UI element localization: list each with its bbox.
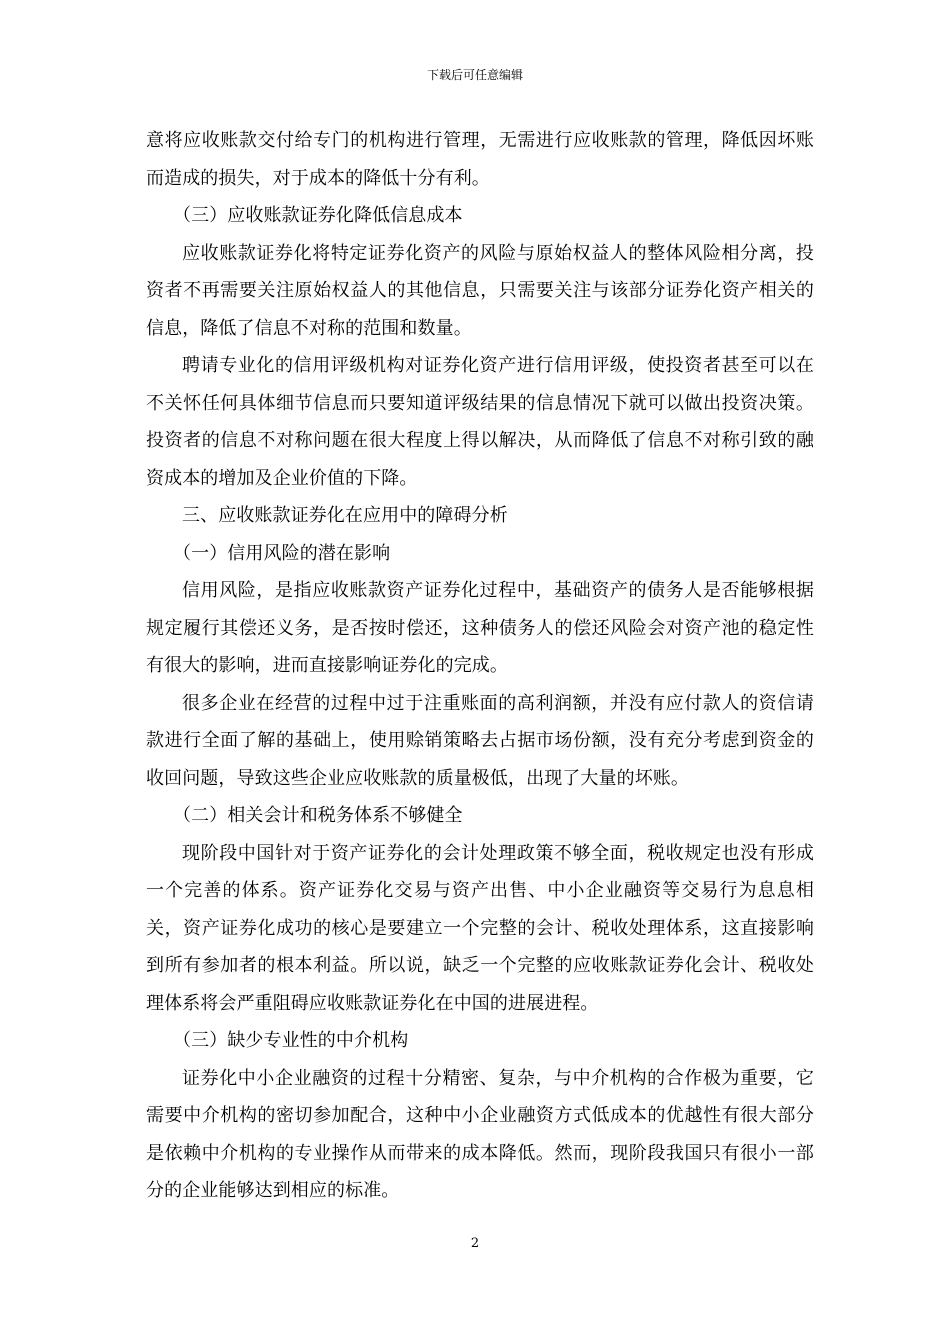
section-subheading: （一）信用风险的潜在影响 bbox=[173, 542, 391, 564]
body-paragraph: 信用风险，是指应收账款资产证券化过程中，基础资产的债务人是否能够根据规定履行其偿还义务，是否按时偿还，这种债务人的偿还风险会对资产池的稳定性有很大的影响，进而直接影响证券化的完成。 bbox=[146, 580, 814, 676]
section-heading: 三、应收账款证券化在应用中的障碍分析 bbox=[182, 505, 508, 526]
section-subheading: （三）缺少专业性的中介机构 bbox=[173, 1030, 409, 1051]
body-paragraph: 意将应收账款交付给专门的机构进行管理，无需进行应收账款的管理，降低因坏账而造成的损失，对于成本的降低十分有利。 bbox=[146, 130, 814, 189]
body-paragraph: 很多企业在经营的过程中过于注重账面的高利润额，并没有应付款人的资信请款进行全面了解的基础上，使用赊销策略去占据市场份额，没有充分考虑到资金的收回问题，导致这些企业应收账款的质量极低，出现了大量的坏账。 bbox=[146, 692, 814, 789]
body-paragraph: 证券化中小企业融资的过程十分精密、复杂，与中介机构的合作极为重要，它需要中介机构的密切参加配合，这种中小企业融资方式低成本的优越性有很大部分是依赖中介机构的专业操作从而带来的成本降低。然而，现阶段我国只有很小一部分的企业能够达到相应的标准。 bbox=[146, 1067, 814, 1201]
document-body bbox=[146, 122, 814, 1210]
body-paragraph: 聘请专业化的信用评级机构对证券化资产进行信用评级，使投资者甚至可以在不关怀任何具体细节信息而只要知道评级结果的信息情况下就可以做出投资决策。投资者的信息不对称问题在很大程度上得以解决，从而降低了信息不对称引致的融资成本的增加及企业价值的下降。 bbox=[146, 355, 814, 489]
body-paragraph: 现阶段中国针对于资产证券化的会计处理政策不够全面，税收规定也没有形成一个完善的体系。资产证券化交易与资产出售、中小企业融资等交易行为息息相关，资产证券化成功的核心是要建立一个完整的会计、税收处理体系，这直接影响到所有参加者的根本利益。所以说，缺乏一个完整的应收账款证券化会计、税收处理体系将会严重阻碍应收账款证券化在中国的进展进程。 bbox=[146, 842, 814, 1014]
section-subheading: （三）应收账款证券化降低信息成本 bbox=[173, 205, 463, 226]
section-subheading: （二）相关会计和税务体系不够健全 bbox=[173, 805, 463, 826]
page-header: 下载后可任意编辑 bbox=[426, 68, 523, 82]
page-number: 2 bbox=[470, 1236, 480, 1251]
body-paragraph: 应收账款证券化将特定证券化资产的风险与原始权益人的整体风险相分离，投资者不再需要关注原始权益人的其他信息，只需要关注与该部分证券化资产相关的信息，降低了信息不对称的范围和数量。 bbox=[146, 242, 814, 339]
